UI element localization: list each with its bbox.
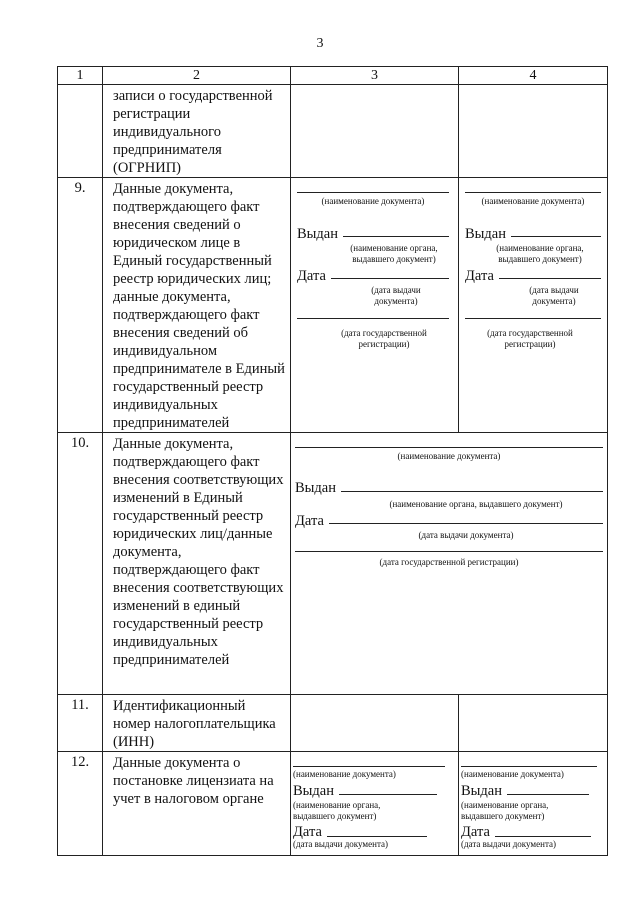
table-row-9 [58,178,608,433]
document-fields-col4 [459,752,608,856]
registration-date-line [297,318,449,319]
issued-line [339,794,437,795]
issued-label: Выдан [293,783,334,799]
caption-issuing-authority: (наименование органа, выдавшего документ) [389,499,563,509]
date-line [495,836,591,837]
table-row-12 [58,752,608,856]
caption-issuing-authority: (наименование органа, выдавшего документ) [496,243,584,264]
caption-issuing-authority: (наименование органа, выдавшего документ) [350,243,438,264]
value-cell [291,695,459,752]
value-cell [459,85,608,178]
header-col-3: 3 [291,67,459,85]
caption-issuing-authority: (наименование органа, выдавшего документ) [461,800,549,821]
row-number: 11. [58,695,103,752]
date-label: Дата [461,824,490,840]
date-label: Дата [465,268,494,284]
date-line [327,836,427,837]
caption-document-name: (наименование документа) [397,451,501,461]
caption-issue-date: (дата выдачи документа) [418,530,514,540]
value-cell [459,695,608,752]
caption-issue-date: (дата выдачи документа) [293,839,388,849]
document-fields-col3 [291,752,459,856]
date-label: Дата [297,268,326,284]
document-name-line [295,447,603,448]
caption-issuing-authority: (наименование органа, выдавшего документ) [293,800,381,821]
caption-issue-date: (дата выдачи документа) [371,285,421,306]
document-name-line [293,766,445,767]
row-description: Идентификационный номер налогоплательщика (ИНН) [103,695,291,752]
row-description: Данные документа о постановке лицензиата на учет в налоговом органе [103,752,291,856]
issued-label: Выдан [295,480,336,496]
issued-line [511,236,601,237]
caption-issue-date: (дата выдачи документа) [461,839,556,849]
issued-line [341,491,603,492]
date-line [329,523,603,524]
caption-registration-date: (дата государственной регистрации) [341,328,427,349]
registration-date-line [465,318,601,319]
registration-date-line [295,551,603,552]
table-row-ogrnip [58,85,608,178]
caption-registration-date: (дата государственной регистрации) [379,557,519,567]
value-cell [291,85,459,178]
date-line [331,278,449,279]
row-description: Данные документа, подтверждающего факт внесения соответствующих изменений в Единый государственный реестр юридических лиц/данные документа, подтверждающего факт внесения соответствующих изменений в единый государственный реестр индивидуальных предпринимателей [103,433,291,695]
issued-line [343,236,449,237]
header-col-4: 4 [459,67,608,85]
row-description: записи о государственной регистрации индивидуального предпринимателя (ОГРНИП) [103,85,291,178]
caption-document-name: (наименование документа) [293,769,396,779]
date-label: Дата [295,513,324,529]
row-number: 9. [58,178,103,433]
date-label: Дата [293,824,322,840]
header-col-1: 1 [58,67,103,85]
issued-line [507,794,589,795]
caption-document-name: (наименование документа) [481,196,585,206]
licensee-data-table [57,66,608,856]
caption-document-name: (наименование документа) [461,769,564,779]
issued-label: Выдан [297,226,338,242]
table-row-11 [58,695,608,752]
document-name-line [461,766,597,767]
document-fields-col3 [291,178,459,433]
table-header-row [58,67,608,85]
document-fields-col4 [459,178,608,433]
document-name-line [465,192,601,193]
page-number: 3 [316,36,324,51]
row-number: 12. [58,752,103,856]
issued-label: Выдан [465,226,506,242]
caption-registration-date: (дата государственной регистрации) [487,328,573,349]
issued-label: Выдан [461,783,502,799]
date-line [499,278,601,279]
document-name-line [297,192,449,193]
document-fields-merged [291,433,608,695]
caption-issue-date: (дата выдачи документа) [529,285,579,306]
row-description: Данные документа, подтверждающего факт внесения сведений о юридическом лице в Единый государственный реестр юридических лиц; данные документа, подтверждающего факт внесения сведений об индивидуальном предпринимателе в Единый государственный реестр индивидуальных предпринимателей [103,178,291,433]
row-number: 10. [58,433,103,695]
caption-document-name: (наименование документа) [321,196,425,206]
table-row-10 [58,433,608,695]
header-col-2: 2 [103,67,291,85]
